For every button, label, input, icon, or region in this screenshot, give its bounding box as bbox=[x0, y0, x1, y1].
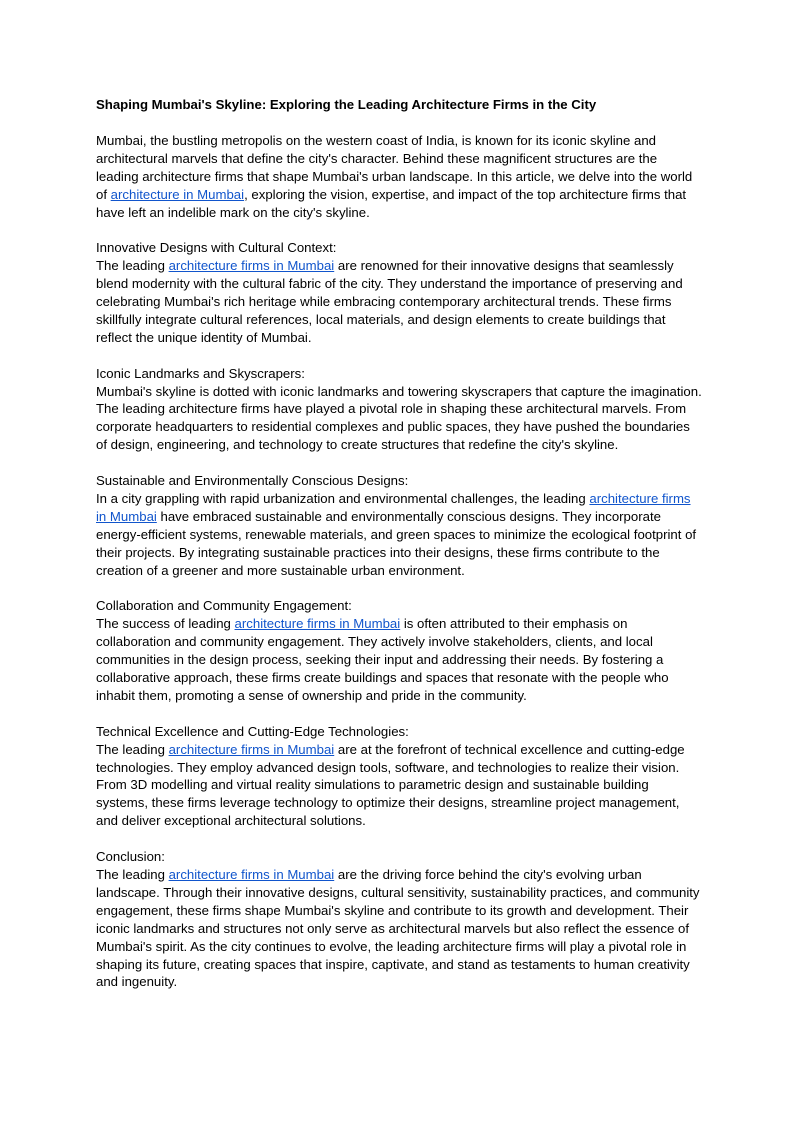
section-heading: Iconic Landmarks and Skyscrapers: bbox=[96, 365, 305, 381]
section-heading: Conclusion: bbox=[96, 849, 165, 865]
intro-paragraph bbox=[96, 132, 702, 222]
section-conclusion bbox=[96, 848, 702, 991]
architecture-firms-link[interactable]: architecture firms in Mumbai bbox=[234, 616, 401, 632]
section-text-before: The leading bbox=[96, 741, 169, 757]
section-technical-excellence bbox=[96, 723, 702, 830]
section-text: Mumbai's skyline is dotted with iconic landmarks and towering skyscrapers that capture the imagination. The leading architecture firms have played a pivotal role in shaping these architectural marvels. From corporate headquarters to residential complexes and public spaces, they have pushed the boundaries of design, engineering, and technology to create structures that redefine the city's skyline. bbox=[96, 383, 702, 453]
section-text-before: The leading bbox=[96, 258, 169, 274]
document-body bbox=[96, 96, 702, 1009]
section-text-after: is often attributed to their emphasis on collaboration and community engagement. They actively involve stakeholders, clients, and local communities in the design process, seeking their input and addressing their needs. By fostering a collaborative approach, these firms create buildings and spaces that resonate with the people who inhabit them, promoting a sense of ownership and pride in the community. bbox=[96, 616, 669, 703]
section-heading: Technical Excellence and Cutting-Edge Technologies: bbox=[96, 723, 409, 739]
section-iconic-landmarks bbox=[96, 365, 702, 455]
document-title: Shaping Mumbai's Skyline: Exploring the Leading Architecture Firms in the City bbox=[96, 97, 597, 112]
section-collaboration bbox=[96, 597, 702, 704]
section-text-after: are the driving force behind the city's evolving urban landscape. Through their innovative designs, cultural sensitivity, sustainability practices, and community engagement, these firms shape Mumbai's skyline and contribute to its growth and development. Their iconic landmarks and structures not only serve as architectural marvels but also reflect the essence of Mumbai's spirit. As the city continues to evolve, the leading architecture firms will play a pivotal role in shaping its future, creating spaces that inspire, captivate, and stand as testaments to human creativity and ingenuity. bbox=[96, 866, 700, 990]
section-heading: Innovative Designs with Cultural Context: bbox=[96, 240, 337, 256]
intro-text-after: , exploring the vision, expertise, and impact of the top architecture firms that have left an indelible mark on the city's skyline. bbox=[96, 186, 687, 220]
architecture-firms-link[interactable]: architecture firms in Mumbai bbox=[168, 258, 335, 274]
architecture-in-mumbai-link[interactable]: architecture in Mumbai bbox=[110, 186, 245, 202]
section-text-after: have embraced sustainable and environmentally conscious designs. They incorporate energy-efficient systems, renewable materials, and green spaces to minimize the ecological footprint of their projects. By integrating sustainable practices into their designs, these firms contribute to the creation of a greener and more sustainable urban environment. bbox=[96, 508, 697, 578]
architecture-firms-link[interactable]: architecture firms in Mumbai bbox=[168, 741, 335, 757]
architecture-firms-link[interactable]: architecture firms in Mumbai bbox=[168, 866, 335, 882]
architecture-firms-link[interactable]: architecture firms in Mumbai bbox=[96, 490, 691, 524]
section-sustainable-designs bbox=[96, 472, 702, 579]
section-text-after: are at the forefront of technical excellence and cutting-edge technologies. They employ advanced design tools, software, and technologies to realize their vision. From 3D modelling and virtual reality simulations to parametric design and sustainable building systems, these firms leverage technology to optimize their designs, streamline project management, and deliver exceptional architectural solutions. bbox=[96, 741, 685, 829]
section-innovative-designs bbox=[96, 239, 702, 346]
section-text-before: In a city grappling with rapid urbanization and environmental challenges, the leading bbox=[96, 490, 590, 506]
intro-text-before: Mumbai, the bustling metropolis on the western coast of India, is known for its iconic skyline and architectural marvels that define the city's character. Behind these magnificent structures are the leading architecture firms that shape Mumbai's urban landscape. In this article, we delve into the world of bbox=[96, 132, 693, 202]
section-text-before: The success of leading bbox=[96, 616, 235, 632]
section-heading: Collaboration and Community Engagement: bbox=[96, 598, 352, 614]
section-text-after: are renowned for their innovative designs that seamlessly blend modernity with the cultural fabric of the city. They understand the importance of preserving and celebrating Mumbai's rich heritage while embracing contemporary architectural trends. These firms skillfully integrate cultural references, local materials, and design elements to create buildings that reflect the unique identity of Mumbai. bbox=[96, 258, 683, 345]
section-heading: Sustainable and Environmentally Conscious Designs: bbox=[96, 473, 409, 489]
section-text-before: The leading bbox=[96, 866, 169, 882]
